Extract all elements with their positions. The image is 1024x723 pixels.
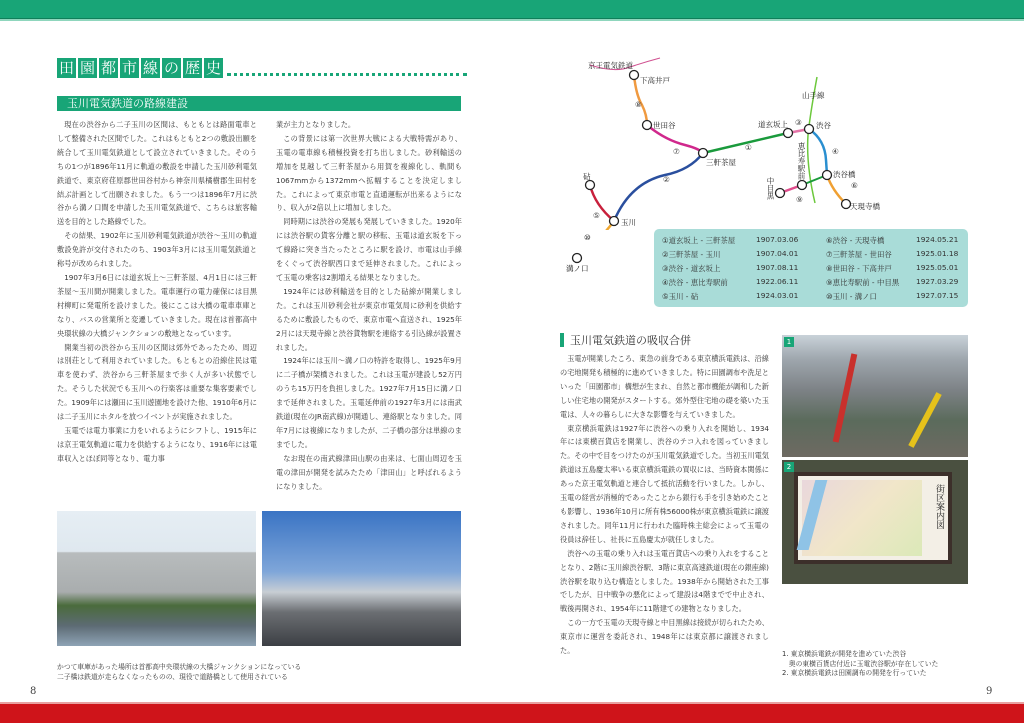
table-cell-label: ⑧世田谷 - 下高井戸 [826,264,892,273]
paragraph: なお現在の南武線津田山駅の由来は、七面山周辺を玉電の津田が開発を試みたため「津田山」と呼ばれるようになりました。 [276,453,462,491]
caption-line: 二子橋は鉄道が走らなくなったものの、現役で道路橋として使用されている [57,672,288,681]
segment-2: ② [663,175,670,184]
station-mizonokuchi: 溝ノ口 [566,264,589,273]
table-cell-date: 1925.05.01 [916,263,959,272]
table-cell-date: 1907.04.01 [756,249,799,258]
paragraph: 玉電では電力事業に力をいれるようにシフトし、1915年には京王電気軌道に電力を供給するようになり、1916年には電車収入とほぼ同等となり、電力事 [57,425,257,463]
paragraph: 1924年には玉川～溝ノ口の特許を取得し、1925年9月に二子橋が架橋されました。これは玉電が建設し52万円のうち15万円を負担しました。1927年7月15日に溝ノ口まで延伸されました。玉電延伸前の1927年3月には南武鉄道(現在のJR南武線)が開通し、連絡駅となりました。同年7月には複線になりましたが、二子橋の部分は単線のままでした。 [276,356,462,449]
segment-8: ⑧ [635,100,642,109]
table-cell-label: ⑤玉川 - 砧 [662,292,699,301]
title-dotted-rule [227,73,467,76]
station-ebisu: 恵比寿駅前 [797,142,806,180]
segment-10: ⑩ [584,233,591,242]
caption-line: かつて車庫があった場所は首都高中央環状線の大橋ジャンクションになっている [57,663,302,671]
station-shibuyabashi: 渋谷橋 [833,170,856,179]
caption-line: 1. 東京横浜電鉄が開発を進めていた渋谷 [782,650,907,658]
page-number-left: 8 [30,686,37,697]
body-column-3 [560,352,769,658]
table-cell-label: ⑩玉川 - 溝ノ口 [826,292,877,301]
station-nakameguro: 中目黒 [766,177,775,200]
photo-ohashi-junction [57,511,256,646]
sign-label: 街区案内図 [934,484,944,529]
heading-accent-bar [560,333,564,347]
title-char: 史 [205,59,221,77]
header-band-line [0,19,1024,21]
photo-number-badge: 1 [784,337,794,347]
table-cell-label: ①道玄坂上 - 三軒茶屋 [662,236,736,245]
page-number-right: 9 [986,686,993,697]
table-cell-date: 1927.03.29 [916,277,959,286]
line-yamanote: 山手線 [802,91,825,100]
paragraph: 1907年3月6日には道玄坂上～三軒茶屋、4月1日には三軒茶屋～玉川間が開業しました。電車運行の電力確保には目黒村柳町に発電所を設けました。後にここは大橋の電車車庫となり、バスの営業所と変遷していきました。現在は首都高中央環状線の大橋ジャンクションの敷地となっています。 [57,272,257,338]
crane-shape [908,392,941,448]
paragraph: 開業当初の渋谷から玉川の区間は郊外であったため、周辺は別荘として利用されていました。もともとの沿線住民は電車を使わず、渋谷から三軒茶屋まで歩く人が多い状態でした。そうした状況でも玉川への行楽客は重要な集客要素でした。1909年には瀬田に玉川遊園地を設けた他、1910年6月には二子玉川にホタルを放つイベントが実施されました。 [57,342,257,422]
title-char: 歴 [184,59,200,77]
photo-number-badge: 2 [784,462,794,472]
segment-3: ③ [795,118,802,127]
station-dogenzaka: 道玄坂上 [758,120,788,129]
title-char: 園 [79,59,95,77]
table-cell-label: ④渋谷 - 恵比寿駅前 [662,278,728,287]
station-kinuta: 砧 [583,172,591,181]
table-cell-label: ⑨恵比寿駅前 - 中目黒 [826,278,900,287]
segment-7: ⑦ [673,147,680,156]
table-cell-date: 1907.03.06 [756,235,799,244]
caption-line: 奥の東横百貨店付近に玉電渋谷駅が存在していた [782,659,939,668]
title-char: 田 [58,59,74,77]
segment-4: ④ [832,147,839,156]
table-cell-label: ⑦三軒茶屋 - 世田谷 [826,250,892,259]
title-char: 都 [100,59,116,77]
paragraph: 現在の渋谷から二子玉川の区間は、もともとは路面電車として整備された区間でした。これはもともと2つの敷設出願を統合して玉川電気鉄道として設立されていきました。そのうちの1つが1896年11月に軌道の敷設を申請した玉川砂利電気鉄道で、東京府荏原郡世田谷村から神奈川県橘樹郡生田村を結ぶ計画として出願されました。もう一つは1896年7月に渋谷から溝ノ口間を申請した玉川電気鉄道で、こちらは旅客輸送を目的とした路線でした。 [57,120,257,227]
page-title [57,58,467,78]
caption-left [57,663,377,682]
paragraph: 東京横浜電鉄は1927年に渋谷への乗り入れを開始し、1934年には東横百貨店を開業し、渋谷のテコ入れを図っていきました。その中で目をつけたのが玉川電気鉄道でした。当初玉川電気鉄道は五島慶太率いる東京横浜電鉄の買収には、当時資本関係にあった京王電気軌道と連合して抵抗活動を行いました。しかし、玉電の経営が消極的であったことから銀行も手を引き始めたことも影響し、1936年10月に所有株56000株が東京横浜電鉄に譲渡されました。同年11月に行われた臨時株主総会によって玉電の役員は辞任し、社長に五島慶太が就任しました。 [560,423,769,544]
table-cell-date: 1927.07.15 [916,291,959,300]
header-band [0,0,1024,19]
title-char: 市 [121,59,137,77]
table-cell-date: 1907.08.11 [756,263,799,272]
footer-band [0,704,1024,723]
paragraph: 1924年には砂利輸送を目的とした砧線が開業しました。これは玉川砂利会社が東京市電気局に砂利を供給するために敷設したもので、東京市電へ直送され、1925年2月には天現寺線と渋谷貨物駅を連絡する引込線が設置されました。 [276,286,462,352]
section-heading-merger [560,333,691,347]
table-cell-label: ②三軒茶屋 - 玉川 [662,250,721,259]
paragraph: 玉電が開業したころ、東急の前身である東京横浜電鉄は、沿線の宅地開発も積極的に進めていきました。特に田園調布や洗足といった「田園都市」構想が生まれ、自然と都市機能が調和した新しい住宅地の開発がスタートする。郊外型住宅地の礎を築いた玉電は、人々の暮らしに大きな影響を与えていきました。 [560,354,769,419]
photo-area-guide-sign [782,460,968,584]
body-column-1 [57,118,257,466]
station-tengenji: 天現寺橋 [850,202,880,211]
photo-futako-bridge [262,511,461,646]
paragraph-continued: 業が主力となりました。 [276,120,356,129]
table-cell-label: ③渋谷 - 道玄坂上 [662,264,721,273]
table-cell-date: 1924.03.01 [756,291,799,300]
segment-5: ⑤ [593,211,600,220]
route-map-tail [570,240,610,265]
table-cell-date: 1924.05.21 [916,235,959,244]
station-shimotakaido: 下高井戸 [640,76,670,85]
caption-right [782,650,992,679]
table-cell-label: ⑥渋谷 - 天現寺橋 [826,236,885,245]
route-map [570,55,900,230]
station-sangenjaya: 三軒茶屋 [706,158,736,167]
segment-6: ⑥ [851,181,858,190]
paragraph: その結果、1902年に玉川砂利電気鉄道が渋谷～玉川の軌道敷設免許が交付されたのち、1903年3月には玉川電気鉄道と称号が改められました。 [57,231,257,269]
table-cell-date: 1925.01.18 [916,249,959,258]
station-keio: 京王電気鉄道 [588,61,633,70]
title-char: 線 [142,59,158,77]
heading-text: 玉川電気鉄道の吸収合併 [570,334,691,347]
guide-sign [794,472,952,564]
station-tamagawa: 玉川 [621,218,636,227]
paragraph: この背景には第一次世界大戦による大戦特需があり、玉電の電車線も積極投資を打ち出しました。砂利輸送の増加を見越して三軒茶屋から用賀を複線化し、軌間も1067mmから1372mmへ拡幅することを決定しました。これによって東京市電と直通運転が出来るようになり、収入が2倍以上に増加しました。 [276,133,462,213]
table-cell-date: 1922.06.11 [756,277,799,286]
paragraph: 渋谷への玉電の乗り入れは玉電百貨店への乗り入れをすることとなり、2階に玉川線渋谷駅、3階に東京高速鉄道(現在の銀座線)渋谷駅を取り込む構造としました。1938年から開始された工事でしたが、日中戦争の悪化によって建設は4階までで中止され、戦後再開され、1954年に11階建ての建物となりました。 [560,548,769,614]
segment-1: ① [745,143,752,152]
segment-9: ⑨ [796,195,803,204]
title-char: の [163,59,179,77]
paragraph: この一方で玉電の天現寺線と中目黒線は接続が切られたため、東京市に運営を委託され、1948年には東京都に譲渡されました。 [560,618,769,656]
caption-line: 2. 東京横浜電鉄は田園調布の開発を行っていた [782,669,927,677]
section-heading-route-construction: 玉川電気鉄道の路線建設 [57,96,461,111]
body-column-2 [276,118,462,493]
opening-dates-table [654,229,968,307]
photo-shibuya-construction [782,335,968,457]
crane-shape [833,353,858,442]
paragraph: 同時期には渋谷の発展も発展していきました。1920年には渋谷駅の貨客分離と駅の移転、玉電は道玄坂を下って線路に突き当たったところに駅を設け、市電は山手線をくぐって渋谷駅西口まで延伸されました。これによって玉電の乗客は2割増える結果となりました。 [276,217,462,282]
station-shibuya: 渋谷 [816,121,831,130]
station-setagaya: 世田谷 [653,121,676,130]
